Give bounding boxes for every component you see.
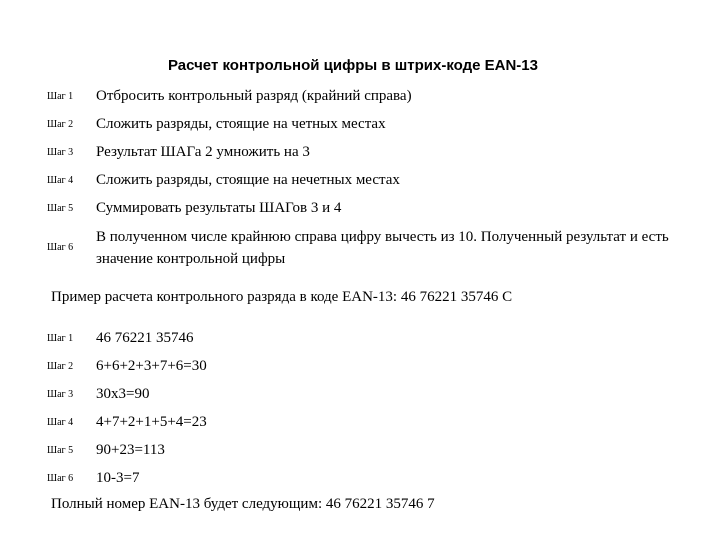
algorithm-step-2-label: Шаг 2 (47, 119, 74, 130)
algorithm-step-1-text: Отбросить контрольный разряд (крайний справа) (96, 88, 412, 104)
example-step-4-value: 4+7+2+1+5+4=23 (96, 414, 207, 430)
algorithm-step-6-text: В полученном числе крайнюю справа цифру вычесть из 10. Полученный результат и есть значение контрольной цифры (96, 229, 669, 267)
example-step-2-label: Шаг 2 (47, 361, 74, 372)
example-step-6-value: 10-3=7 (96, 470, 140, 486)
algorithm-step-3-text: Результат ШАГа 2 умножить на 3 (96, 144, 310, 160)
algorithm-step-1-label: Шаг 1 (47, 91, 74, 102)
algorithm-step-5-label: Шаг 5 (47, 203, 74, 214)
example-heading: Пример расчета контрольного разряда в коде EAN-13: 46 76221 35746 C (51, 289, 513, 305)
example-step-5-value: 90+23=113 (96, 442, 165, 458)
example-step-3-value: 30х3=90 (96, 386, 150, 402)
algorithm-step-4-label: Шаг 4 (47, 175, 74, 186)
algorithm-step-5-text: Суммировать результаты ШАГов 3 и 4 (96, 200, 342, 216)
algorithm-step-4-text: Сложить разряды, стоящие на нечетных местах (96, 172, 400, 188)
example-step-4-label: Шаг 4 (47, 417, 74, 428)
example-step-2-value: 6+6+2+3+7+6=30 (96, 358, 207, 374)
example-step-3-label: Шаг 3 (47, 389, 74, 400)
example-step-1-label: Шаг 1 (47, 333, 74, 344)
example-step-6-label: Шаг 6 (47, 473, 74, 484)
page-title: Расчет контрольной цифры в штрих-коде EAN-13 (168, 57, 538, 74)
result-line: Полный номер EAN-13 будет следующим: 46 76221 35746 7 (51, 496, 435, 512)
example-step-1-value: 46 76221 35746 (96, 330, 194, 346)
example-step-5-label: Шаг 5 (47, 445, 74, 456)
algorithm-step-3-label: Шаг 3 (47, 147, 74, 158)
algorithm-step-2-text: Сложить разряды, стоящие на четных местах (96, 116, 386, 132)
algorithm-step-6-label: Шаг 6 (47, 242, 74, 253)
